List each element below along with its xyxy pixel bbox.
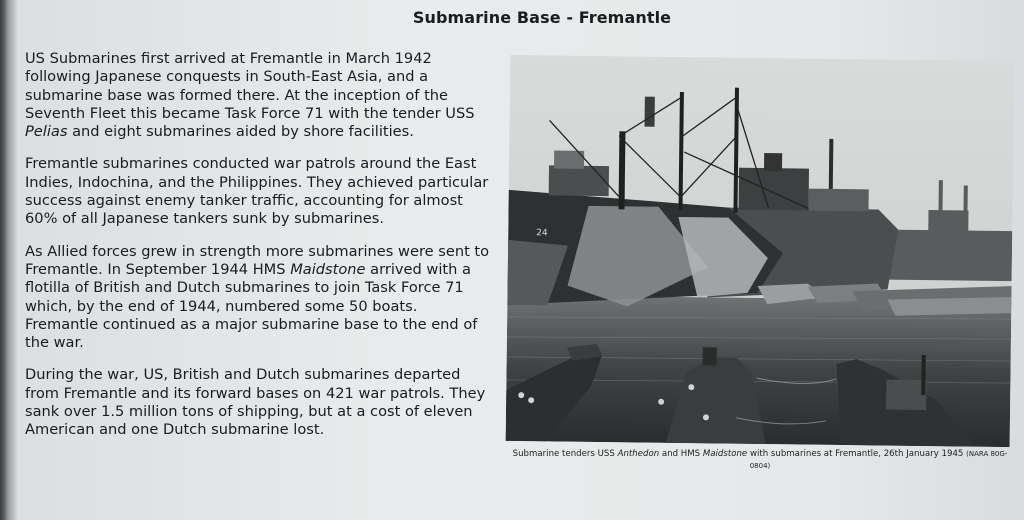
caption-ship-maidstone: Maidstone [702,449,748,459]
harbour-photo [506,55,1015,447]
caption-ship-anthedon: Anthedon [617,449,660,459]
panel-edge-shadow [0,0,8,520]
paragraph-2 [25,155,490,228]
panel-title: Submarine Base - Fremantle [412,8,672,27]
ship-name-maidstone: Maidstone [290,260,366,278]
historic-photo [506,55,1015,447]
paragraph-1-text: US Submarines first arrived at Fremantle in March 1942 following Japanese conquests in South-East Asia, and a submarine base was formed there. At the inception of the Seventh Fleet this became Task Force 71 with the tender USS [25,50,475,122]
paragraph-3-text-end: arrived with a flotilla of British and Dutch submarines to join Task Force 71 which, by the end of 1944, numbered some 50 boats. Fremantle continued as a major submarine base to the end of the war. [25,260,478,352]
caption-text-start: Submarine tenders USS [512,449,618,459]
paragraph-4-text: During the war, US, British and Dutch submarines departed from Fremantle and its forward bases on 421 war patrols. They sank over 1.5 million tons of shipping, but at a cost of eleven American and one Dutch submarine lost. [25,366,486,439]
paragraph-4 [25,366,490,439]
ship-name-pelias: Pelias [25,123,68,141]
paragraph-3 [25,243,490,353]
paragraph-3-text: As Allied forces grew in strength more submarines were sent to Fremantle. In September 1944 HMS [25,242,490,278]
hull-number: 24 [536,228,548,239]
photo-caption [508,449,1012,472]
caption-text-mid: and HMS [659,449,703,459]
body-text [25,50,490,454]
caption-text-end: with submarines at Fremantle, 26th January 1945 [747,449,964,459]
paragraph-1-text-end: and eight submarines aided by shore facilities. [67,123,414,141]
paragraph-1 [25,50,490,141]
caption-source: (NARA 80G-0804) [749,450,1008,470]
paragraph-2-text: Fremantle submarines conducted war patrols around the East Indies, Indochina, and the Philippines. They achieved particular success against enemy tanker traffic, accounting for almost 60% of all Japanese tankers sunk by submarines. [25,155,489,228]
